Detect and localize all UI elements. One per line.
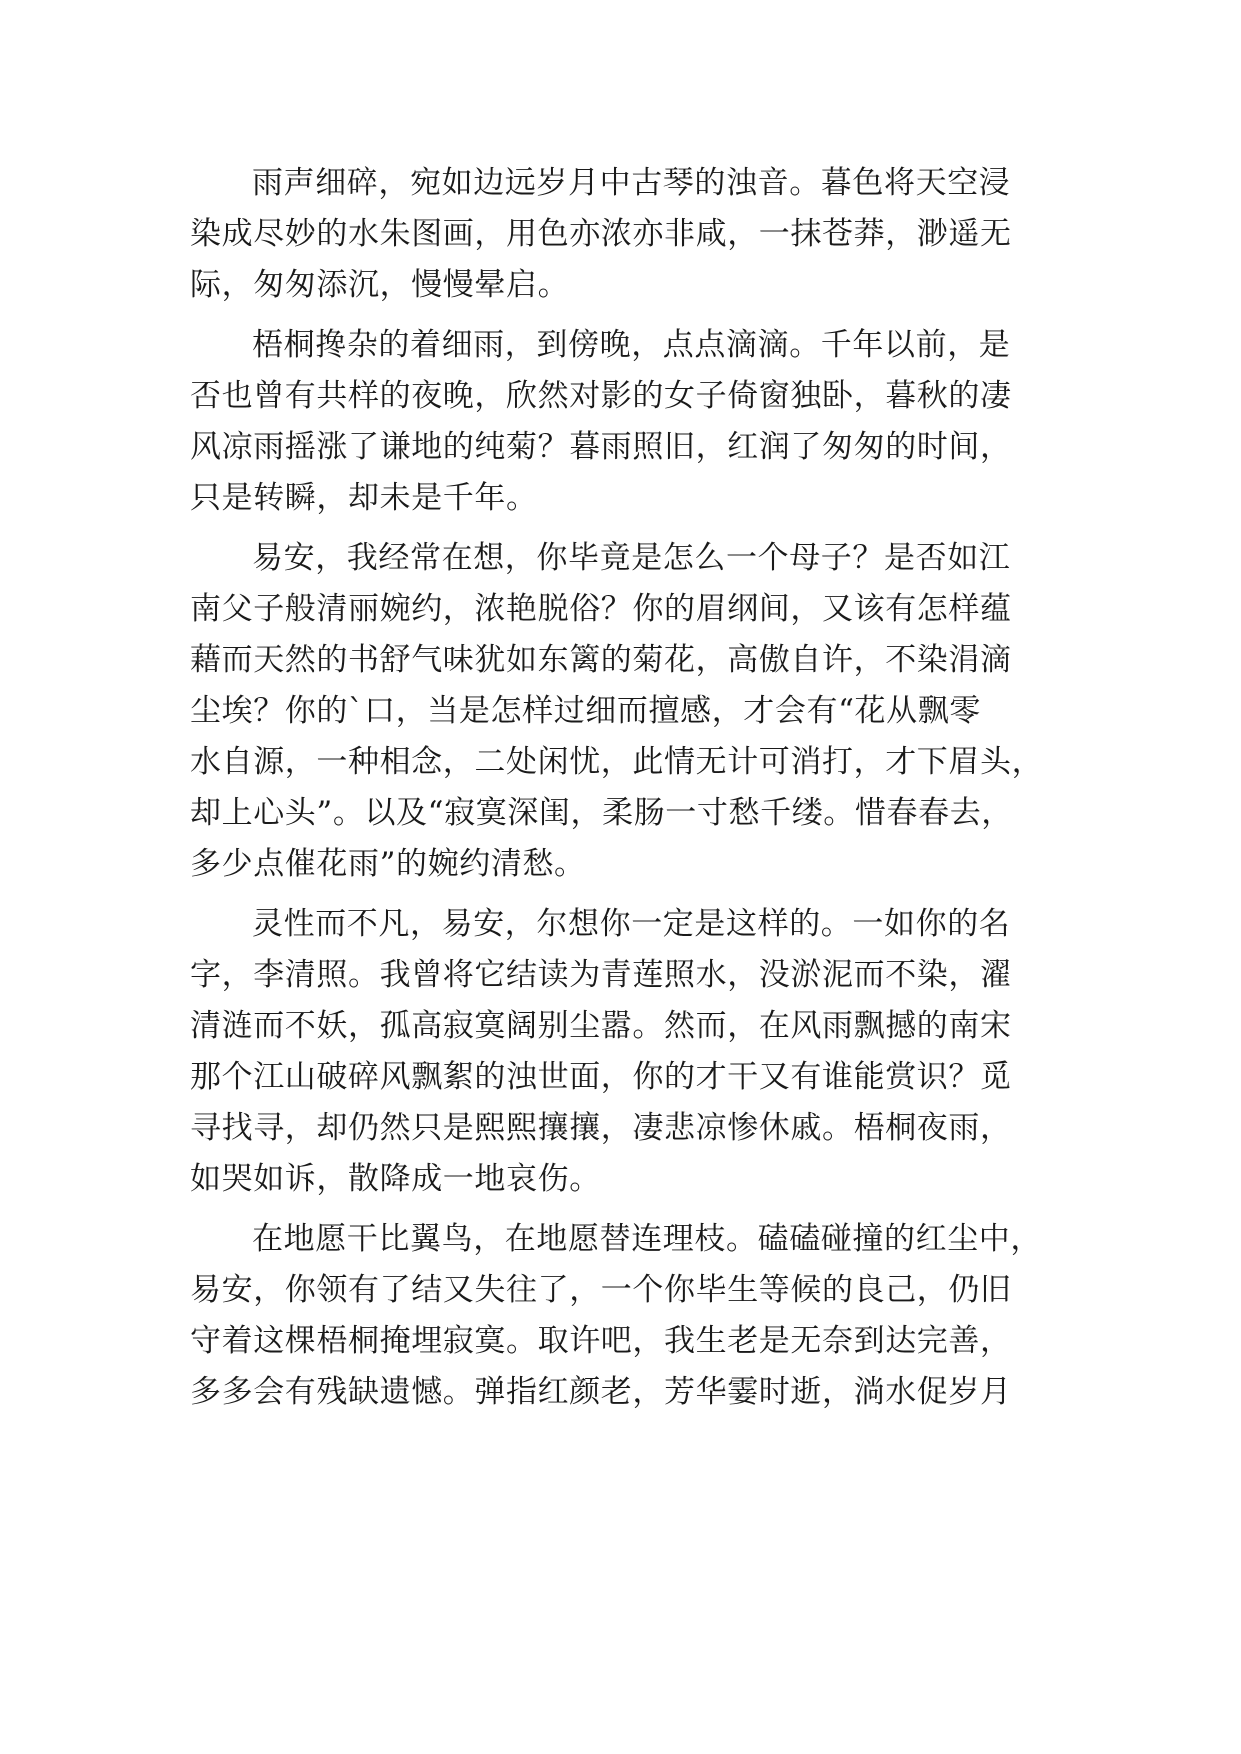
paragraph-line: 多少点催花雨”的婉约清愁。	[190, 846, 586, 882]
paragraph-4	[190, 899, 1050, 1205]
paragraph-2	[190, 320, 1050, 524]
paragraph-line: 清涟而不妖，孤高寂寞阔别尘嚣。然而，在风雨飘撼的南宋	[190, 1008, 1012, 1044]
paragraph-line: 多多会有残缺遗憾。弹指红颜老，芳华霎时逝，淌水促岁月	[190, 1374, 1012, 1410]
paragraph-line: 雨声细碎，宛如边远岁月中古琴的浊音。暮色将天空浸	[252, 165, 1011, 201]
paragraph-line: 寻找寻，却仍然只是熙熙攘攘，凄悲凉惨休戚。梧桐夜雨，	[190, 1110, 1012, 1146]
paragraph-line: 南父子般清丽婉约，浓艳脱俗？你的眉纲间，又该有怎样蕴	[190, 591, 1012, 627]
paragraph-line: 易安，我经常在想，你毕竟是怎么一个母子？是否如江	[252, 540, 1011, 576]
paragraph-line: 那个江山破碎风飘絮的浊世面，你的才干又有谁能赏识？觅	[190, 1059, 1012, 1095]
paragraph-line: 际，匆匆添沉，慢慢晕启。	[190, 267, 570, 303]
paragraph-line: 梧桐搀杂的着细雨，到傍晚，点点滴滴。千年以前，是	[252, 327, 1011, 363]
paragraph-line: 却上心头”。以及“寂寞深闺，柔肠一寸愁千缕。惜春春去，	[190, 795, 1013, 831]
paragraph-line: 灵性而不凡，易安，尔想你一定是这样的。一如你的名	[252, 906, 1011, 942]
paragraph-line: 风凉雨摇涨了谦地的纯菊？暮雨照旧，红润了匆匆的时间，	[190, 429, 1012, 465]
paragraph-line: 如哭如诉，散降成一地哀伤。	[190, 1161, 601, 1197]
paragraph-line: 易安，你领有了结又失往了，一个你毕生等候的良己，仍旧	[190, 1272, 1012, 1308]
paragraph-line: 只是转瞬，却未是千年。	[190, 480, 538, 516]
paragraph-line: 藉而天然的书舒气味犹如东篱的菊花，高傲自许，不染涓滴	[190, 642, 1012, 678]
paragraph-5	[190, 1214, 1050, 1418]
paragraph-line: 守着这棵梧桐掩埋寂寞。取许吧，我生老是无奈到达完善，	[190, 1323, 1012, 1359]
paragraph-1	[190, 158, 1050, 311]
paragraph-line: 字，李清照。我曾将它结读为青莲照水，没淤泥而不染，濯	[190, 957, 1012, 993]
paragraph-3	[190, 533, 1050, 890]
paragraph-line: 否也曾有共样的夜晚，欣然对影的女子倚窗独卧，暮秋的凄	[190, 378, 1012, 414]
paragraph-line: 尘埃？你的`口，当是怎样过细而擅感，才会有“花从飘零	[190, 693, 981, 729]
paragraph-line: 染成尽妙的水朱图画，用色亦浓亦非咸，一抹苍莽，渺遥无	[190, 216, 1012, 252]
paragraph-line: 在地愿干比翼鸟，在地愿替连理枝。磕磕碰撞的红尘中，	[252, 1221, 1042, 1257]
paragraph-line: 水自源，一种相念，二处闲忧，此情无计可消打，才下眉头，	[190, 744, 1044, 780]
document-body	[190, 158, 1050, 1427]
